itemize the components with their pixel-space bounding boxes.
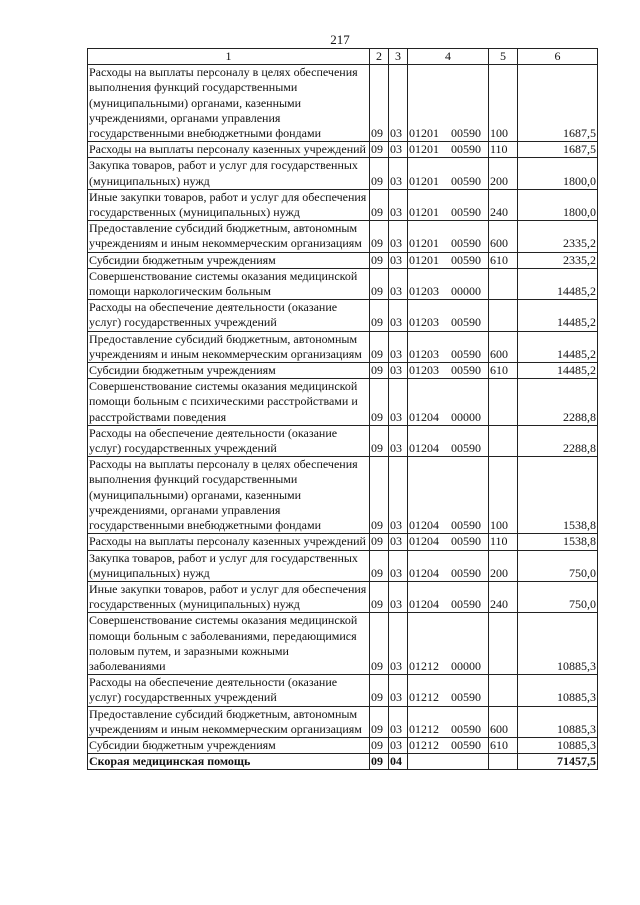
row-target-article: 01204 00000 [408,379,489,426]
row-name: Субсидии бюджетным учреждениям [88,363,370,379]
row-amount: 10885,3 [518,737,598,753]
row-section: 09 [370,363,389,379]
table-row [88,221,598,252]
row-subsection: 03 [389,331,408,362]
row-amount: 14485,2 [518,331,598,362]
row-expense-type: 610 [489,363,518,379]
row-subsection: 03 [389,189,408,220]
row-subsection: 03 [389,221,408,252]
row-expense-type [489,300,518,331]
row-section: 09 [370,158,389,189]
table-row [88,65,598,142]
row-name: Скорая медицинская помощь [88,754,370,770]
row-name: Расходы на обеспечение деятельности (оказание услуг) государственных учреждений [88,675,370,706]
row-expense-type: 200 [489,158,518,189]
row-expense-type [489,425,518,456]
column-header: 6 [518,49,598,65]
table-row [88,425,598,456]
row-expense-type: 610 [489,737,518,753]
row-expense-type: 600 [489,706,518,737]
row-amount: 1800,0 [518,158,598,189]
row-section: 09 [370,613,389,675]
row-target-article: 01201 00590 [408,221,489,252]
row-name: Совершенствование системы оказания медицинской помощи больным с заболеваниями, передающимися половым путем, и заразными кожными заболеваниями [88,613,370,675]
table-row [88,268,598,299]
column-header: 5 [489,49,518,65]
row-expense-type: 110 [489,142,518,158]
table-row [88,550,598,581]
row-amount: 14485,2 [518,300,598,331]
row-section: 09 [370,675,389,706]
row-amount: 14485,2 [518,363,598,379]
row-amount: 14485,2 [518,268,598,299]
table-row [88,754,598,770]
row-subsection: 03 [389,65,408,142]
row-expense-type: 610 [489,252,518,268]
row-amount: 10885,3 [518,675,598,706]
row-target-article: 01201 00590 [408,142,489,158]
row-name: Закупка товаров, работ и услуг для государственных (муниципальных) нужд [88,158,370,189]
row-subsection: 03 [389,142,408,158]
row-section: 09 [370,65,389,142]
table-row [88,252,598,268]
row-section: 09 [370,457,389,534]
row-section: 09 [370,581,389,612]
row-expense-type [489,268,518,299]
row-expense-type [489,754,518,770]
table-row [88,189,598,220]
row-amount: 750,0 [518,581,598,612]
row-subsection: 03 [389,457,408,534]
row-subsection: 03 [389,706,408,737]
row-name: Совершенствование системы оказания медицинской помощи наркологическим больным [88,268,370,299]
column-header: 4 [408,49,489,65]
row-target-article: 01203 00590 [408,300,489,331]
row-amount: 1538,8 [518,534,598,550]
row-expense-type [489,379,518,426]
row-subsection: 03 [389,363,408,379]
row-name: Субсидии бюджетным учреждениям [88,737,370,753]
table-row [88,379,598,426]
row-target-article: 01201 00590 [408,158,489,189]
row-target-article [408,754,489,770]
row-target-article: 01212 00000 [408,613,489,675]
row-expense-type: 200 [489,550,518,581]
row-target-article: 01212 00590 [408,675,489,706]
row-section: 09 [370,534,389,550]
row-amount: 2335,2 [518,221,598,252]
table-row [88,534,598,550]
row-amount: 2335,2 [518,252,598,268]
row-amount: 1538,8 [518,457,598,534]
row-expense-type: 110 [489,534,518,550]
table-row [88,706,598,737]
row-name: Расходы на выплаты персоналу казенных учреждений [88,142,370,158]
table-row [88,457,598,534]
row-name: Расходы на выплаты персоналу в целях обеспечения выполнения функций государственными (муниципальными) органами, казенными учреждениями, органами управления государственными внебюджетными фондами [88,65,370,142]
row-subsection: 03 [389,613,408,675]
row-amount: 1687,5 [518,142,598,158]
row-target-article: 01204 00590 [408,581,489,612]
row-subsection: 03 [389,675,408,706]
row-target-article: 01201 00590 [408,252,489,268]
budget-table [87,48,598,770]
table-row [88,675,598,706]
row-amount: 10885,3 [518,706,598,737]
row-target-article: 01212 00590 [408,706,489,737]
row-subsection: 03 [389,581,408,612]
row-target-article: 01204 00590 [408,534,489,550]
row-amount: 1687,5 [518,65,598,142]
row-subsection: 03 [389,534,408,550]
row-section: 09 [370,331,389,362]
row-section: 09 [370,425,389,456]
row-amount: 2288,8 [518,425,598,456]
row-name: Предоставление субсидий бюджетным, автономным учреждениям и иным некоммерческим организациям [88,331,370,362]
table-row [88,581,598,612]
column-header: 2 [370,49,389,65]
table-row [88,158,598,189]
row-name: Субсидии бюджетным учреждениям [88,252,370,268]
row-target-article: 01201 00590 [408,189,489,220]
row-expense-type [489,675,518,706]
table-row [88,142,598,158]
row-amount: 10885,3 [518,613,598,675]
table-row [88,613,598,675]
row-target-article: 01201 00590 [408,65,489,142]
table-header-row [88,49,598,65]
row-expense-type: 240 [489,189,518,220]
table-body [88,65,598,770]
table-row [88,300,598,331]
row-subsection: 03 [389,737,408,753]
row-subsection: 03 [389,268,408,299]
row-subsection: 03 [389,379,408,426]
row-target-article: 01203 00000 [408,268,489,299]
row-name: Иные закупки товаров, работ и услуг для обеспечения государственных (муниципальных) нужд [88,581,370,612]
row-name: Расходы на обеспечение деятельности (оказание услуг) государственных учреждений [88,300,370,331]
row-section: 09 [370,550,389,581]
row-section: 09 [370,268,389,299]
row-subsection: 03 [389,550,408,581]
row-section: 09 [370,252,389,268]
row-section: 09 [370,379,389,426]
row-name: Расходы на выплаты персоналу казенных учреждений [88,534,370,550]
row-amount: 2288,8 [518,379,598,426]
row-target-article: 01203 00590 [408,363,489,379]
table-row [88,331,598,362]
row-subsection: 03 [389,158,408,189]
row-expense-type: 100 [489,457,518,534]
page-number: 217 [330,32,350,47]
row-expense-type: 100 [489,65,518,142]
row-amount: 71457,5 [518,754,598,770]
row-subsection: 04 [389,754,408,770]
row-target-article: 01204 00590 [408,550,489,581]
row-expense-type: 600 [489,331,518,362]
row-name: Расходы на обеспечение деятельности (оказание услуг) государственных учреждений [88,425,370,456]
row-name: Закупка товаров, работ и услуг для государственных (муниципальных) нужд [88,550,370,581]
row-target-article: 01212 00590 [408,737,489,753]
row-section: 09 [370,142,389,158]
row-section: 09 [370,754,389,770]
row-name: Предоставление субсидий бюджетным, автономным учреждениям и иным некоммерческим организациям [88,706,370,737]
row-name: Иные закупки товаров, работ и услуг для обеспечения государственных (муниципальных) нужд [88,189,370,220]
row-subsection: 03 [389,425,408,456]
row-expense-type: 240 [489,581,518,612]
row-section: 09 [370,706,389,737]
row-section: 09 [370,221,389,252]
row-target-article: 01203 00590 [408,331,489,362]
row-section: 09 [370,189,389,220]
row-amount: 1800,0 [518,189,598,220]
row-name: Предоставление субсидий бюджетным, автономным учреждениям и иным некоммерческим организациям [88,221,370,252]
column-header: 3 [389,49,408,65]
row-target-article: 01204 00590 [408,457,489,534]
row-section: 09 [370,737,389,753]
row-amount: 750,0 [518,550,598,581]
row-name: Расходы на выплаты персоналу в целях обеспечения выполнения функций государственными (муниципальными) органами, казенными учреждениями, органами управления государственными внебюджетными фондами [88,457,370,534]
row-name: Совершенствование системы оказания медицинской помощи больным с психическими расстройствами и расстройствами поведения [88,379,370,426]
table-row [88,363,598,379]
row-expense-type: 600 [489,221,518,252]
row-expense-type [489,613,518,675]
row-subsection: 03 [389,252,408,268]
column-header: 1 [88,49,370,65]
row-target-article: 01204 00590 [408,425,489,456]
table-row [88,737,598,753]
row-section: 09 [370,300,389,331]
row-subsection: 03 [389,300,408,331]
